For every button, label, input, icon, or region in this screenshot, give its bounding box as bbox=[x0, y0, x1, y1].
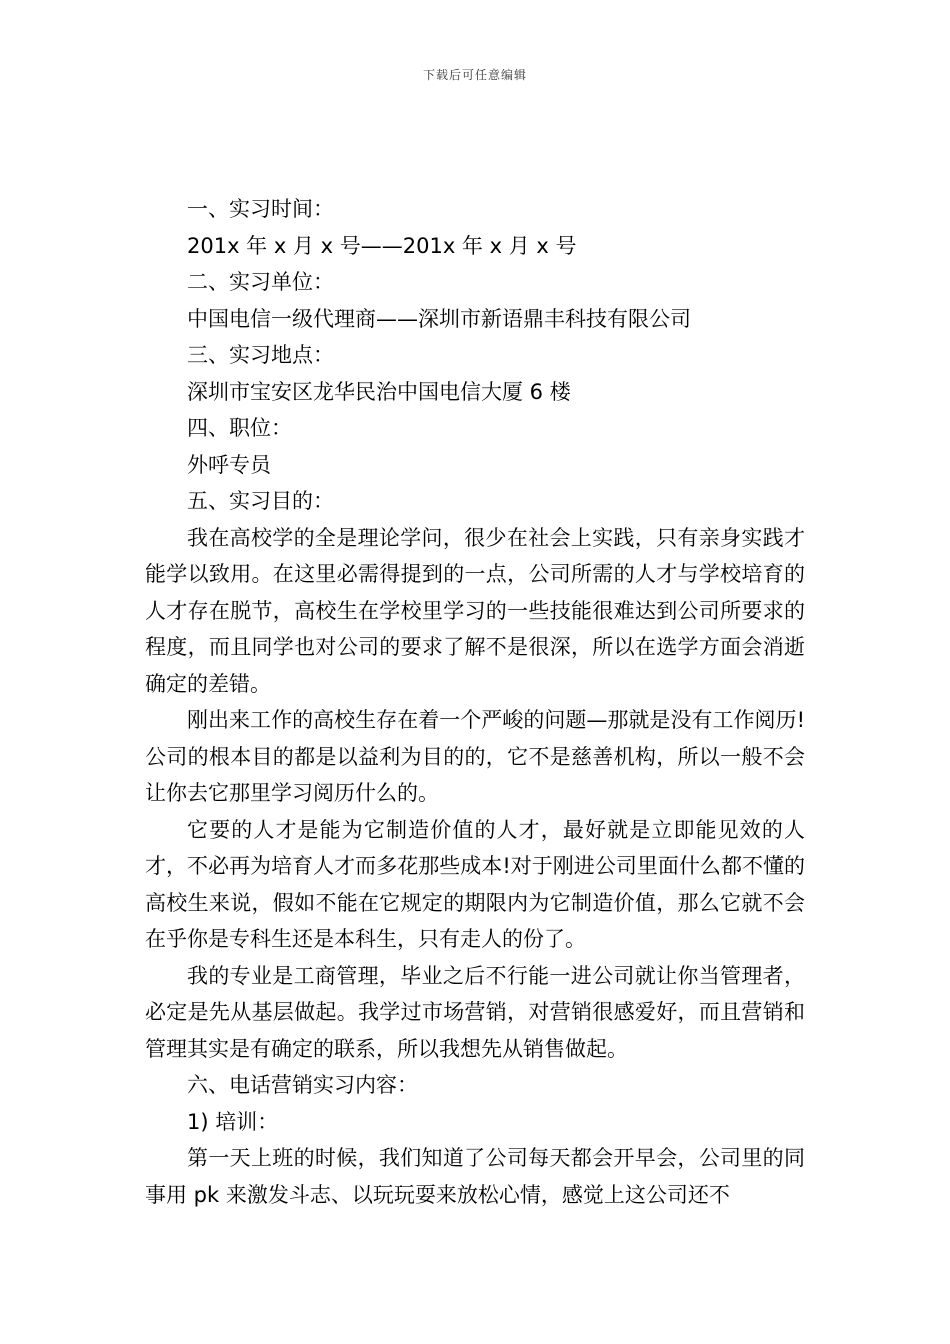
section-value-place: 深圳市宝安区龙华民治中国电信大厦 6 楼 bbox=[187, 379, 571, 404]
page-header: 下载后可任意编辑 bbox=[422, 68, 527, 82]
training-paragraph-1: 第一天上班的时候，我们知道了公司每天都会开早会，公司里的同事用 pk 来激发斗志、以玩玩耍来放松心情，感觉上这公司还不 bbox=[145, 1146, 805, 1207]
section-value-position: 外呼专员 bbox=[187, 452, 271, 477]
purpose-paragraph-1: 我在高校学的全是理论学问，很少在社会上实践，只有亲身实践才能学以致用。在这里必需得提到的一点，公司所需的人才与学校培育的人才存在脱节，高校生在学校里学习的一些技能很难达到公司所要求的程度，而且同学也对公司的要求了解不是很深，所以在选学方面会消逝确定的差错。 bbox=[145, 525, 805, 696]
purpose-paragraph-2: 刚出来工作的高校生存在着一个严峻的问题—那就是没有工作阅历!公司的根本目的都是以益利为目的的，它不是慈善机构，所以一般不会让你去它那里学习阅历什么的。 bbox=[145, 708, 805, 805]
document-body bbox=[145, 191, 805, 1213]
section-heading-place: 三、实习地点： bbox=[187, 343, 334, 367]
purpose-paragraph-4: 我的专业是工商管理，毕业之后不行能一进公司就让你当管理者，必定是先从基层做起。我学过市场营销，对营销很感爱好，而且营销和管理其实是有确定的联系，所以我想先从销售做起。 bbox=[145, 963, 805, 1061]
subsection-heading-training: 1) 培训： bbox=[187, 1109, 279, 1134]
section-heading-position: 四、职位： bbox=[187, 416, 292, 440]
section-heading-purpose: 五、实习目的： bbox=[187, 489, 334, 513]
section-value-unit: 中国电信一级代理商——深圳市新语鼎丰科技有限公司 bbox=[187, 306, 691, 331]
section-value-time: 201x 年 x 月 x 号——201x 年 x 月 x 号 bbox=[187, 233, 577, 258]
section-heading-unit: 二、实习单位： bbox=[187, 270, 334, 294]
section-heading-time: 一、实习时间： bbox=[187, 197, 334, 221]
section-heading-content: 六、电话营销实习内容： bbox=[187, 1073, 418, 1097]
purpose-paragraph-3: 它要的人才是能为它制造价值的人才，最好就是立即能见效的人才，不必再为培育人才而多花那些成本!对于刚进公司里面什么都不懂的高校生来说，假如不能在它规定的期限内为它制造价值，那么它就不会在乎你是专科生还是本科生，只有走人的份了。 bbox=[145, 817, 805, 951]
